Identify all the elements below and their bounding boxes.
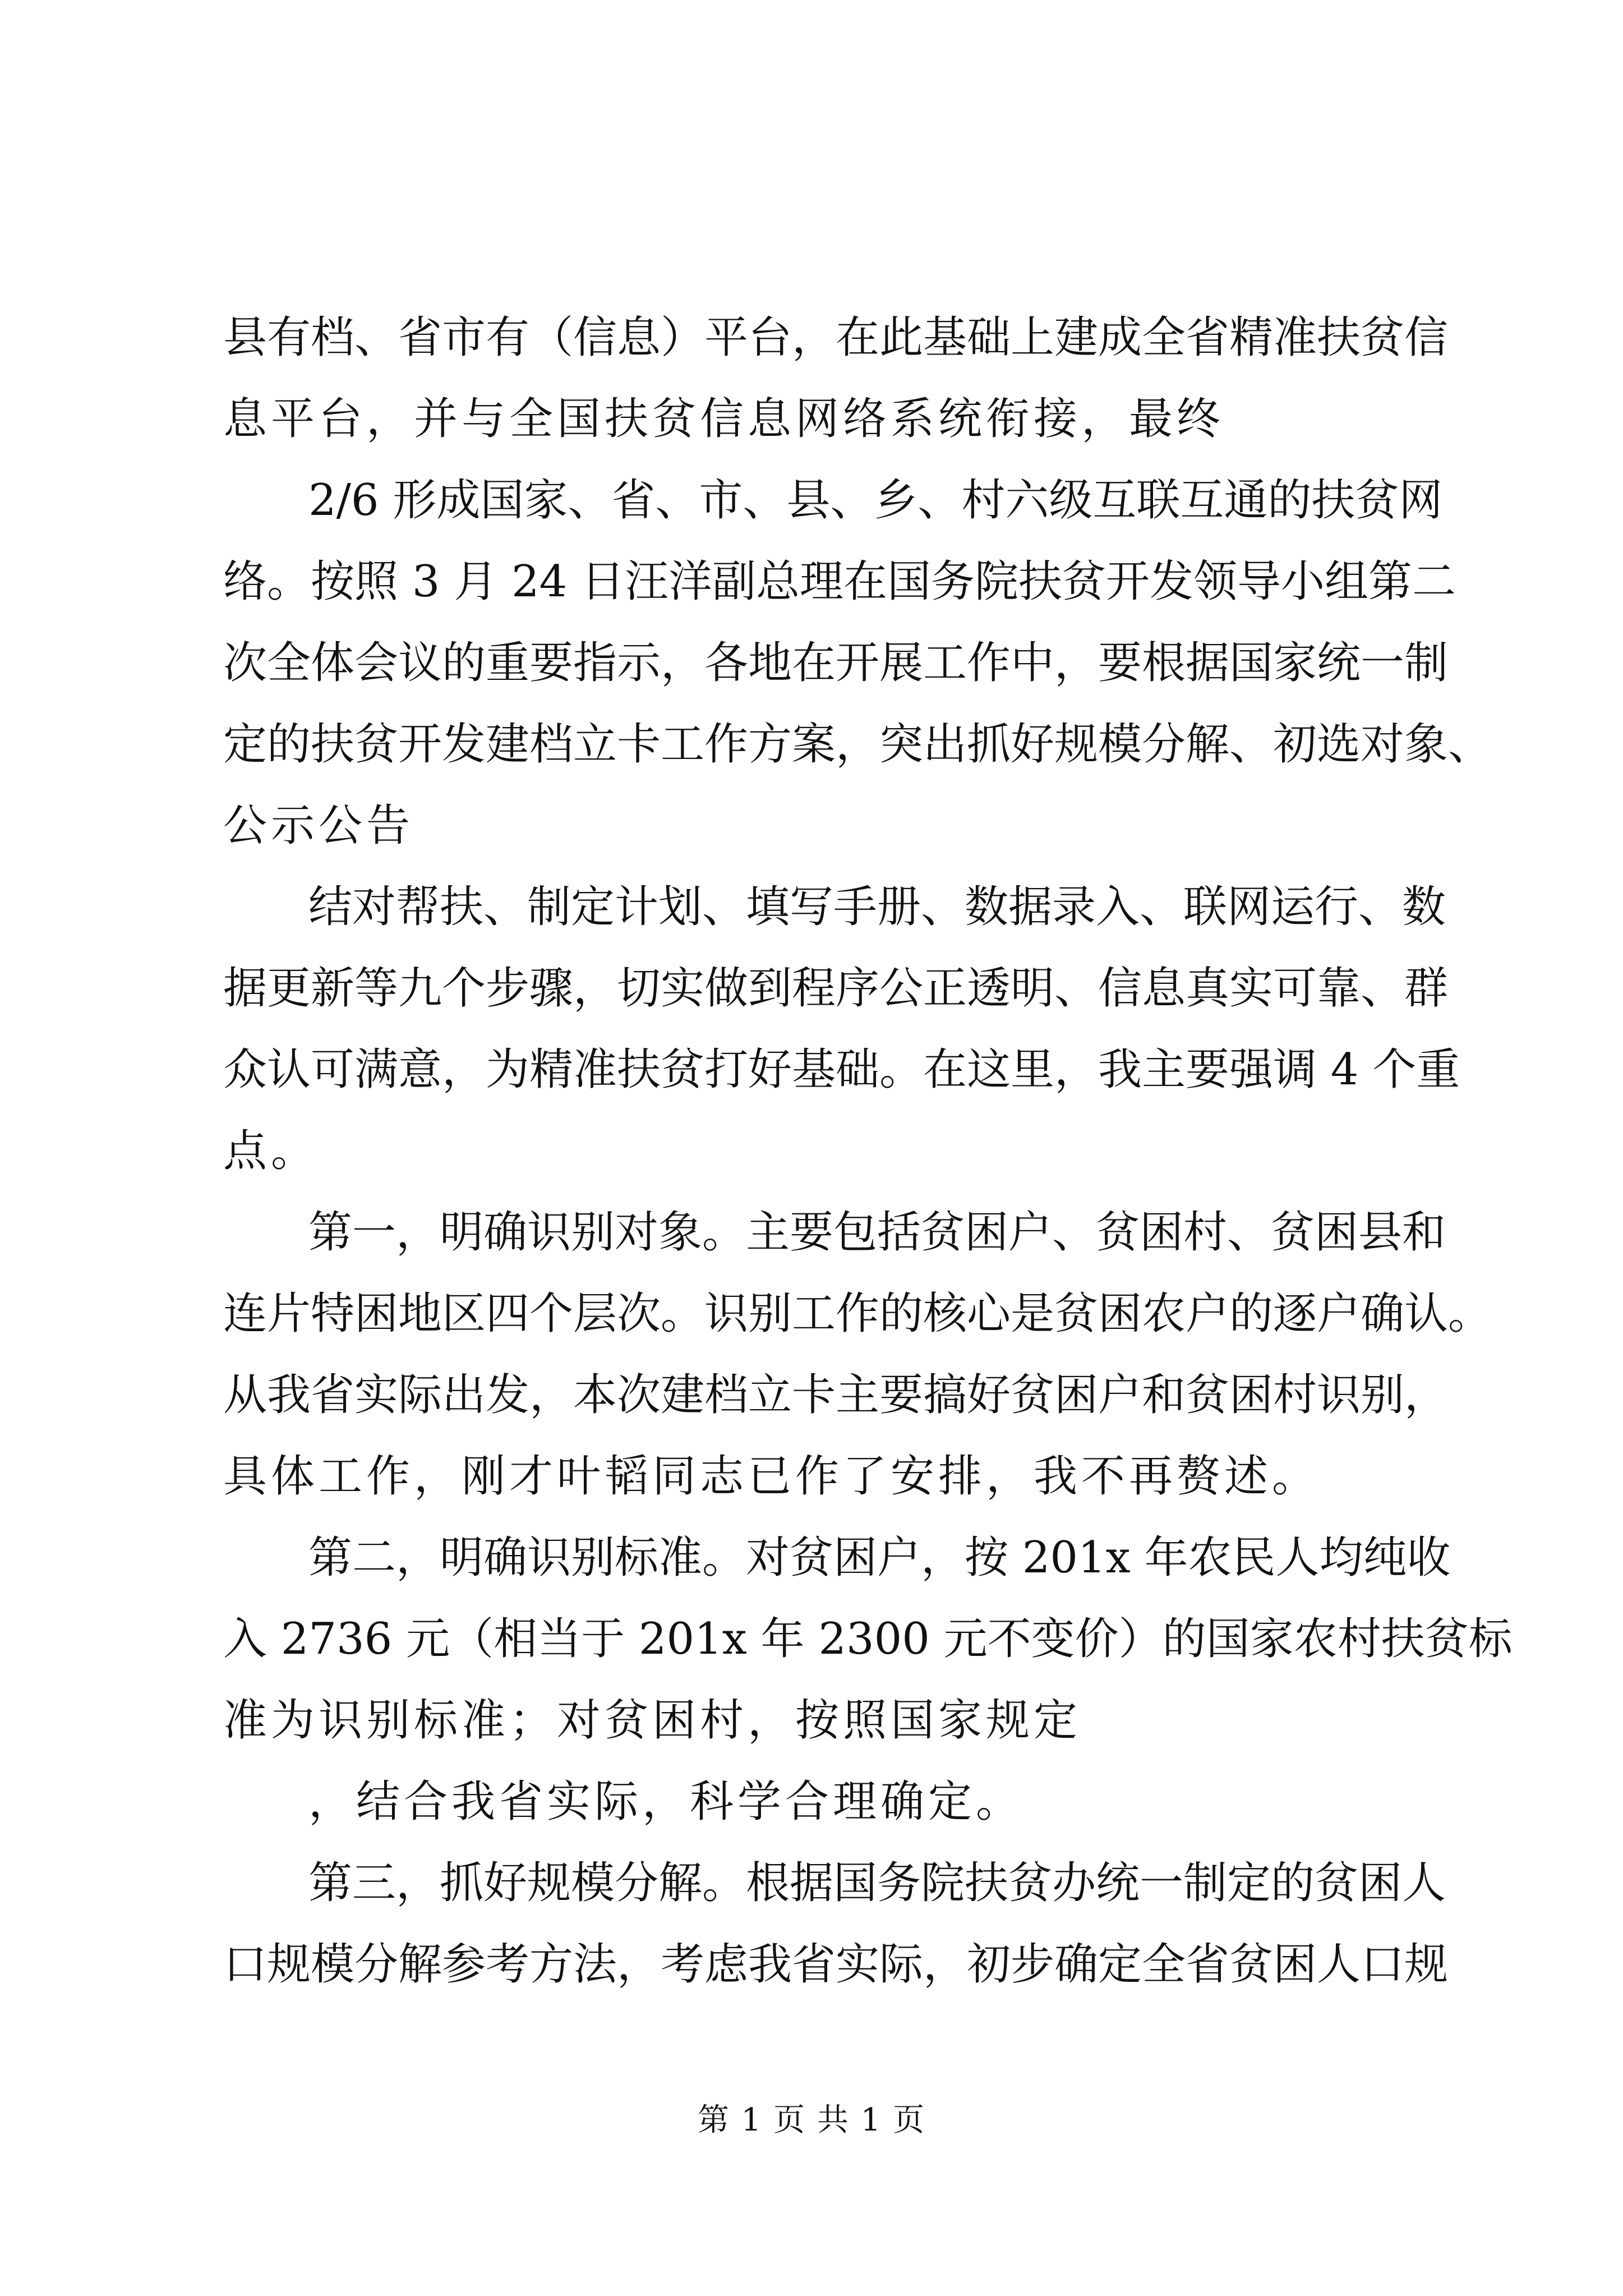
text-line: 结对帮扶、制定计划、填写手册、数据录入、联网运行、数	[308, 882, 1446, 932]
text-line: 络。按照 3 月 24 日汪洋副总理在国务院扶贫开发领导小组第二	[223, 556, 1456, 607]
text-line: 具体工作，刚才叶韬同志已作了安排，我不再赘述。	[223, 1451, 1320, 1502]
text-line: 从我省实际出发，本次建档立卡主要搞好贫困户和贫困村识别，	[223, 1370, 1449, 1420]
text-line: 公示公告	[223, 800, 414, 851]
text-line: 2/6 形成国家、省、市、县、乡、村六级互联互通的扶贫网	[308, 475, 1443, 526]
document-body	[223, 297, 1513, 2005]
text-line: 县有档、省市有（信息）平台，在此基础上建成全省精准扶贫信	[223, 312, 1449, 363]
page-footer: 第 1 页 共 1 页	[697, 2102, 926, 2138]
text-line: 息平台，并与全国扶贫信息网络系统衔接，最终	[223, 394, 1225, 444]
text-line: 据更新等九个步骤，切实做到程序公正透明、信息真实可靠、群	[223, 963, 1449, 1014]
text-line: 定的扶贫开发建档立卡工作方案，突出抓好规模分解、初选对象、	[223, 719, 1492, 770]
text-line: 第一，明确识别对象。主要包括贫困户、贫困村、贫困县和	[308, 1207, 1446, 1258]
text-line: 入 2736 元（相当于 201x 年 2300 元不变价）的国家农村扶贫标	[223, 1614, 1513, 1664]
text-line: 点。	[223, 1126, 319, 1176]
text-line: 众认可满意，为精准扶贫打好基础。在这里，我主要强调 4 个重	[223, 1045, 1460, 1095]
text-line: ，结合我省实际，科学合理确定。	[308, 1777, 1024, 1827]
text-line: 第三，抓好规模分解。根据国务院扶贫办统一制定的贫困人	[308, 1858, 1446, 1908]
text-line: 准为识别标准；对贫困村，按照国家规定	[223, 1695, 1082, 1746]
text-line: 连片特困地区四个层次。识别工作的核心是贫困农户的逐户确认。	[223, 1289, 1492, 1339]
text-line: 第二，明确识别标准。对贫困户，按 201x 年农民人均纯收	[308, 1533, 1451, 1583]
text-line: 口规模分解参考方法，考虑我省实际，初步确定全省贫困人口规	[223, 1939, 1449, 1990]
text-line: 次全体会议的重要指示，各地在开展工作中，要根据国家统一制	[223, 638, 1449, 688]
